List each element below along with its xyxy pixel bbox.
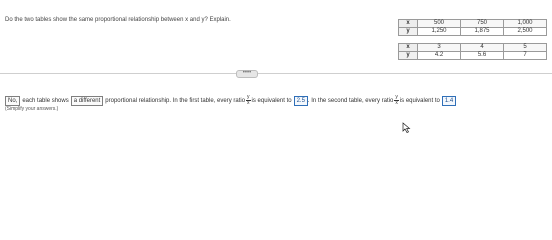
answer-choice-same-different[interactable]: a different: [71, 96, 104, 106]
table-cell: 5: [504, 44, 547, 52]
table-row-header-x: x: [399, 44, 418, 52]
ratio-denominator: x: [247, 100, 250, 106]
table-row: [399, 28, 547, 36]
table-cell: 500: [418, 20, 461, 28]
table-row: [399, 20, 547, 28]
answer-text: is equivalent to: [399, 97, 440, 104]
answer-text: . In the second table, every ratio: [307, 97, 394, 104]
answer-text: each table shows: [22, 97, 69, 104]
table-cell: 4.2: [418, 52, 461, 60]
table-row: [399, 52, 547, 60]
ratio-numerator: y: [247, 94, 250, 100]
answer-text: is equivalent to: [251, 97, 292, 104]
mouse-cursor-icon: [402, 122, 411, 133]
table-row-header-y: y: [399, 28, 418, 36]
ratio-answer-input-1[interactable]: 2.5: [294, 96, 308, 106]
table-row-header-y: y: [399, 52, 418, 60]
answer-text: proportional relationship. In the first table, every ratio: [105, 97, 246, 104]
expand-handle[interactable]: [236, 70, 258, 78]
table-cell: 3: [418, 44, 461, 52]
table-cell: 7: [504, 52, 547, 60]
section-divider: [0, 73, 552, 74]
ratio-fraction: [246, 95, 251, 106]
table-row-header-x: x: [399, 20, 418, 28]
ratio-numerator: y: [395, 94, 398, 100]
table-cell: 1,000: [504, 20, 547, 28]
question-prompt: Do the two tables show the same proportional relationship between x and y? Explain.: [5, 17, 231, 23]
simplify-note: (Simplify your answers.): [5, 106, 59, 112]
ratio-answer-input-2[interactable]: 1.4: [442, 96, 456, 106]
answer-choice-yes-no[interactable]: No,: [5, 96, 20, 106]
ratio-fraction: [394, 95, 399, 106]
table-cell: 750: [461, 20, 504, 28]
more-icon: ••••: [242, 70, 252, 76]
table-2: [398, 43, 547, 60]
table-cell: 1,875: [461, 28, 504, 36]
answer-sentence: [5, 95, 456, 106]
table-row: [399, 44, 547, 52]
table-cell: 1,250: [418, 28, 461, 36]
table-cell: 4: [461, 44, 504, 52]
ratio-denominator: x: [395, 100, 398, 106]
table-cell: 2,500: [504, 28, 547, 36]
table-1: [398, 19, 547, 36]
table-cell: 5.6: [461, 52, 504, 60]
